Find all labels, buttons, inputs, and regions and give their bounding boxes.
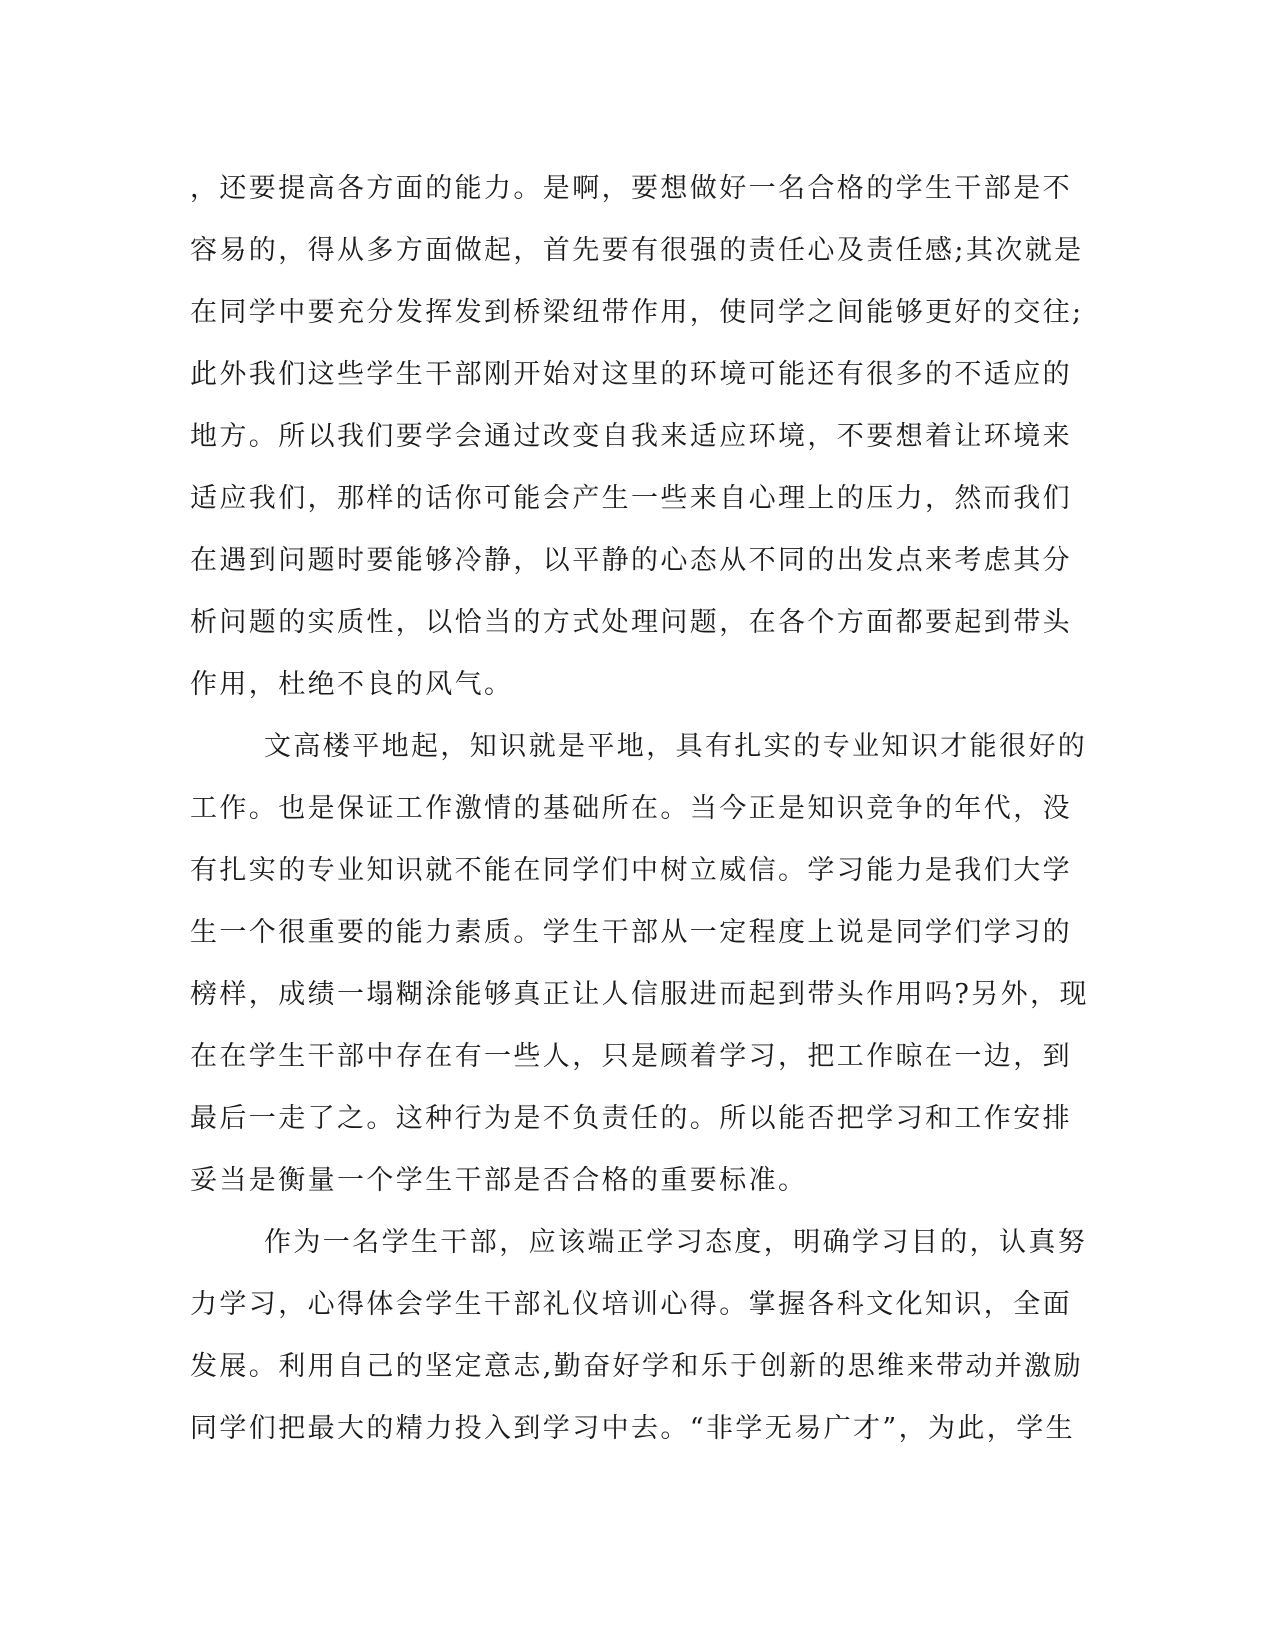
text-line: 在同学中要充分发挥发到桥梁纽带作用，使同学之间能够更好的交往; [190, 297, 1084, 328]
text-line: 有扎实的专业知识就不能在同学们中树立威信。学习能力是我们大学 [190, 855, 1072, 886]
text-line: 力学习，心得体会学生干部礼仪培训心得。掌握各科文化知识，全面 [190, 1289, 1072, 1320]
text-line: 发展。利用自己的坚定意志,勤奋好学和乐于创新的思维来带动并激励 [190, 1351, 1083, 1382]
body-text [190, 158, 1089, 1460]
text-line: 此外我们这些学生干部刚开始对这里的环境可能还有很多的不适应的 [190, 359, 1072, 390]
text-line: 作用，杜绝不良的风气。 [190, 669, 514, 700]
text-line: 在遇到问题时要能够冷静，以平静的心态从不同的出发点来考虑其分 [190, 545, 1072, 576]
text-line-indented: 作为一名学生干部，应该端正学习态度，明确学习目的，认真努 [264, 1227, 1088, 1258]
text-line: 析问题的实质性，以恰当的方式处理问题，在各个方面都要起到带头 [190, 607, 1072, 638]
text-line: 容易的，得从多方面做起，首先要有很强的责任心及责任感;其次就是 [190, 235, 1084, 266]
paragraph-3 [190, 1212, 1088, 1460]
text-line-indented: 文高楼平地起，知识就是平地，具有扎实的专业知识才能很好的 [264, 731, 1088, 762]
text-line: 在在学生干部中存在有一些人，只是顾着学习，把工作晾在一边，到 [190, 1041, 1072, 1072]
text-line: 同学们把最大的精力投入到学习中去。“非学无易广才”，为此，学生 [190, 1413, 1076, 1444]
text-line: ，还要提高各方面的能力。是啊，要想做好一名合格的学生干部是不 [190, 173, 1072, 204]
text-line: 最后一走了之。这种行为是不负责任的。所以能否把学习和工作安排 [190, 1103, 1072, 1134]
paragraph-1 [190, 158, 1084, 716]
text-line: 妥当是衡量一个学生干部是否合格的重要标准。 [190, 1165, 808, 1196]
text-line: 生一个很重要的能力素质。学生干部从一定程度上说是同学们学习的 [190, 917, 1072, 948]
text-line: 榜样，成绩一塌糊涂能够真正让人信服进而起到带头作用吗?另外，现 [190, 979, 1089, 1010]
text-line: 地方。所以我们要学会通过改变自我来适应环境，不要想着让环境来 [190, 421, 1072, 452]
paragraph-2 [190, 716, 1089, 1212]
text-line: 工作。也是保证工作激情的基础所在。当今正是知识竞争的年代，没 [190, 793, 1072, 824]
text-line: 适应我们，那样的话你可能会产生一些来自心理上的压力，然而我们 [190, 483, 1072, 514]
